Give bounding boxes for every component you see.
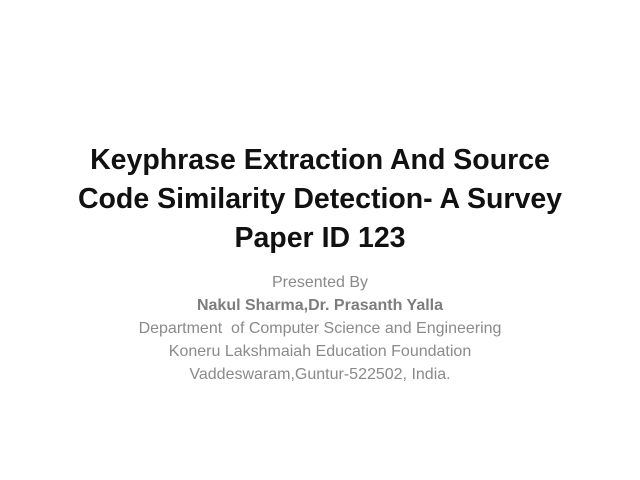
title-line-2: Code Similarity Detection- A Survey bbox=[77, 183, 563, 215]
title-line-1: Keyphrase Extraction And Source bbox=[90, 144, 550, 176]
title-line-3: Paper ID 123 bbox=[234, 222, 406, 254]
author-names: Nakul Sharma,Dr. Prasanth Yalla bbox=[196, 297, 444, 314]
address-text: Vaddeswaram,Guntur-522502, India. bbox=[189, 366, 451, 383]
slide-title bbox=[40, 141, 600, 258]
presented-by-label: Presented By bbox=[271, 274, 369, 291]
department-text: Department of Computer Science and Engineering bbox=[138, 320, 502, 337]
institution-text: Koneru Lakshmaiah Education Foundation bbox=[168, 343, 472, 360]
slide-subtitle bbox=[40, 271, 600, 386]
